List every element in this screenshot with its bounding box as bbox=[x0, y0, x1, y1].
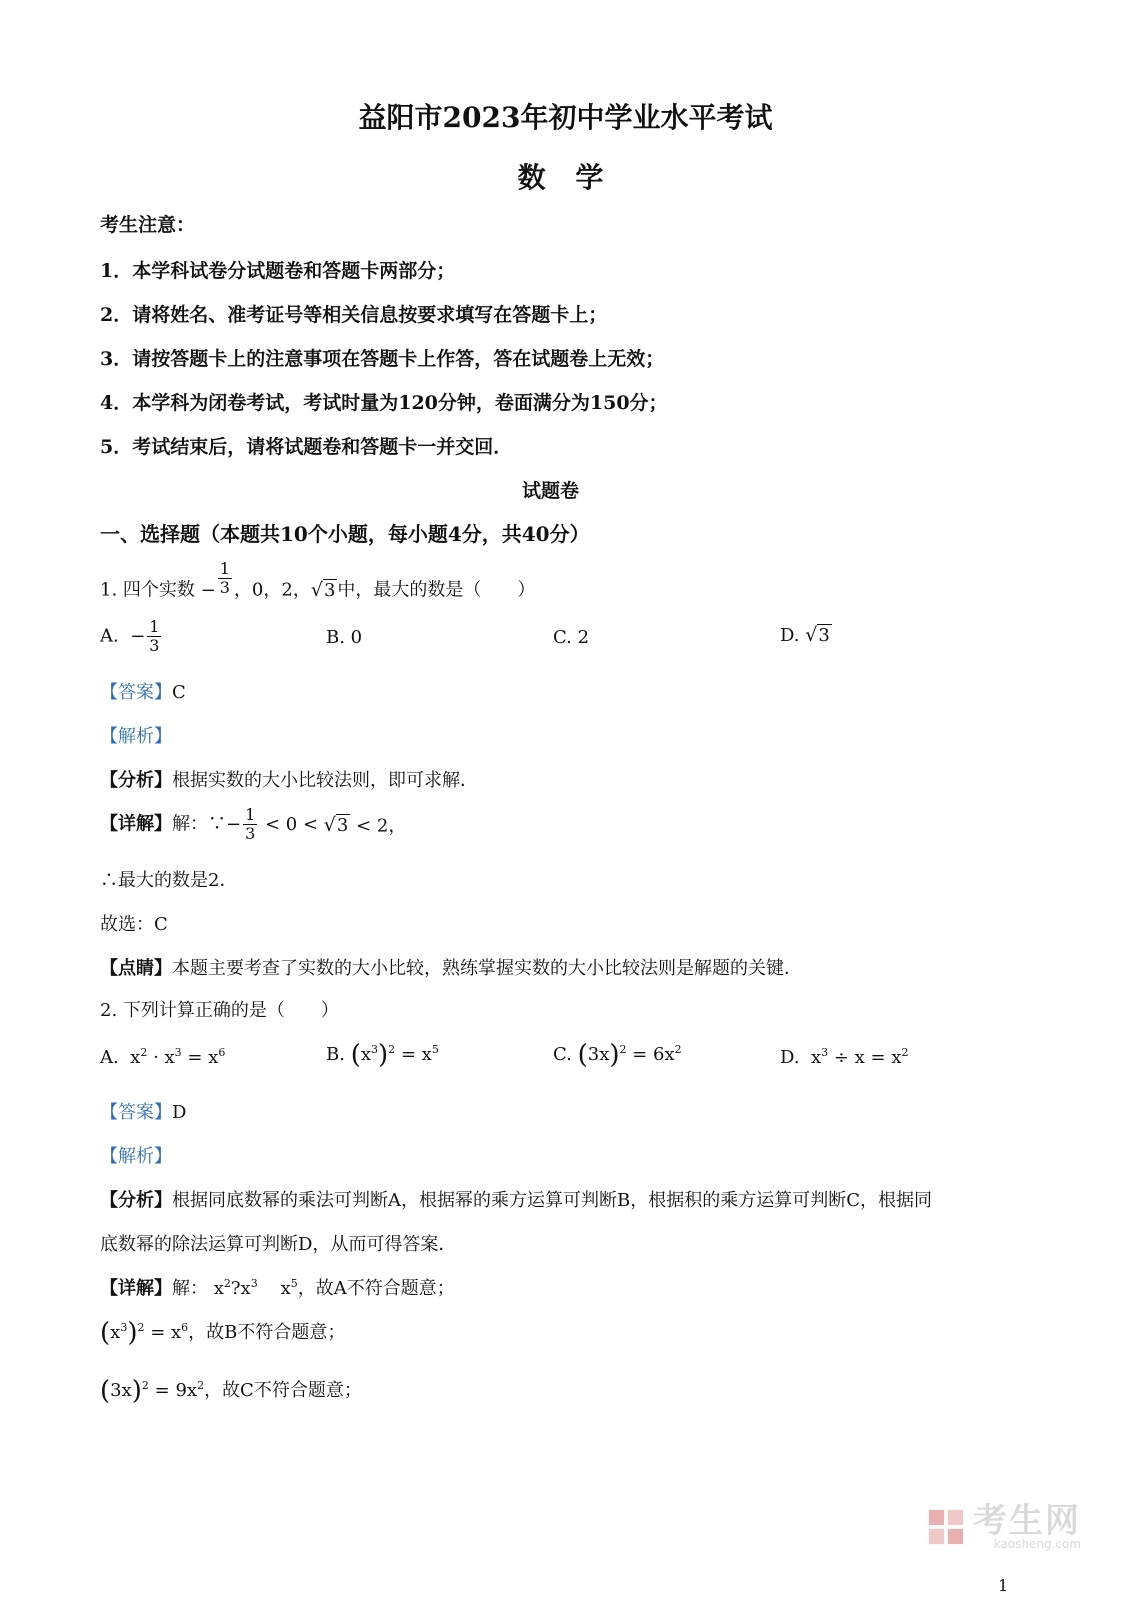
notice-item: 1．本学科试卷分试题卷和答题卡两部分； bbox=[100, 260, 456, 282]
q1-conclusion: ∴最大的数是2． bbox=[100, 870, 238, 891]
q1-detail: 【详解】解：∵− $\frac{1}{3}$ < 0 < √3 < 2， bbox=[100, 805, 407, 843]
q1-analysis: 【分析】根据实数的大小比较法则，即可求解． bbox=[100, 770, 478, 791]
exam-title: 益阳市2023年初中学业水平考试 bbox=[358, 101, 773, 134]
notice-item: 2．请将姓名、准考证号等相关信息按要求填写在答题卡上； bbox=[100, 304, 608, 326]
notice-item: 4．本学科为闭卷考试，考试时量为120分钟，卷面满分为150分； bbox=[100, 392, 668, 414]
q1-choice: 故选：C bbox=[100, 914, 168, 935]
notice-item: 3．请按答题卡上的注意事项在答题卡上作答，答在试题卷上无效； bbox=[100, 348, 665, 370]
subject-title: 数 学 bbox=[517, 161, 614, 194]
q1-stem: 1. 四个实数 − $\frac{1}{3}$ ，0，2，√3 中，最大的数是（ ） bbox=[100, 559, 536, 601]
notice-item: 5．考试结束后，请将试题卷和答题卡一并交回． bbox=[100, 436, 513, 458]
q2-jiexi: 【解析】 bbox=[100, 1146, 172, 1167]
paper-label: 试题卷 bbox=[522, 480, 580, 502]
notice-heading: 考生注意： bbox=[100, 214, 196, 236]
q2-option-d: D. $x^3 \div x = x^2$ bbox=[780, 1046, 909, 1068]
q1-option-d: D. √3 bbox=[780, 624, 830, 646]
q1-option-a: A. − $\frac{1}{3}$ bbox=[100, 617, 160, 655]
q2-analysis-line2: 底数幂的除法运算可判断D，从而可得答案． bbox=[100, 1234, 457, 1255]
watermark bbox=[927, 1501, 1081, 1551]
section-heading: 一、选择题（本题共10个小题，每小题4分，共40分） bbox=[100, 522, 590, 546]
q2-detail-a: 【详解】解： $x^2?x^3$ $x^5$，故A不符合题意； bbox=[100, 1277, 455, 1299]
watermark-text: 考生网 bbox=[973, 1501, 1081, 1541]
q2-answer: 【答案】D bbox=[100, 1102, 187, 1123]
page-number: 1 bbox=[998, 1576, 1009, 1595]
q2-detail-c: $(3x)^2 = 9x^2$，故C不符合题意； bbox=[100, 1376, 362, 1406]
q1-jiexi: 【解析】 bbox=[100, 726, 172, 747]
q2-analysis-line1: 【分析】根据同底数幂的乘法可判断A，根据幂的乘方运算可判断B，根据积的乘方运算可判断C，根据同 bbox=[100, 1190, 932, 1211]
q2-option-b: B. $(x^3)^2 = x^5$ bbox=[326, 1040, 439, 1070]
q1-comment: 【点睛】本题主要考查了实数的大小比较，熟练掌握实数的大小比较法则是解题的关键． bbox=[100, 958, 802, 979]
q1-answer: 【答案】C bbox=[100, 682, 186, 703]
q2-detail-b: $(x^3)^2 = x^6$，故B不符合题意； bbox=[100, 1318, 346, 1348]
q1-option-c: C. 2 bbox=[553, 627, 590, 648]
watermark-url: kaosheng.com bbox=[993, 1537, 1081, 1551]
kaosheng-logo-icon bbox=[927, 1508, 965, 1546]
q1-option-b: B. 0 bbox=[326, 627, 363, 648]
q2-option-c: C. $(3x)^2 = 6x^2$ bbox=[553, 1040, 682, 1070]
q2-option-a: A. $x^2 \cdot x^3 = x^6$ bbox=[100, 1046, 226, 1068]
q2-stem: 2. 下列计算正确的是（ ） bbox=[100, 1000, 339, 1021]
